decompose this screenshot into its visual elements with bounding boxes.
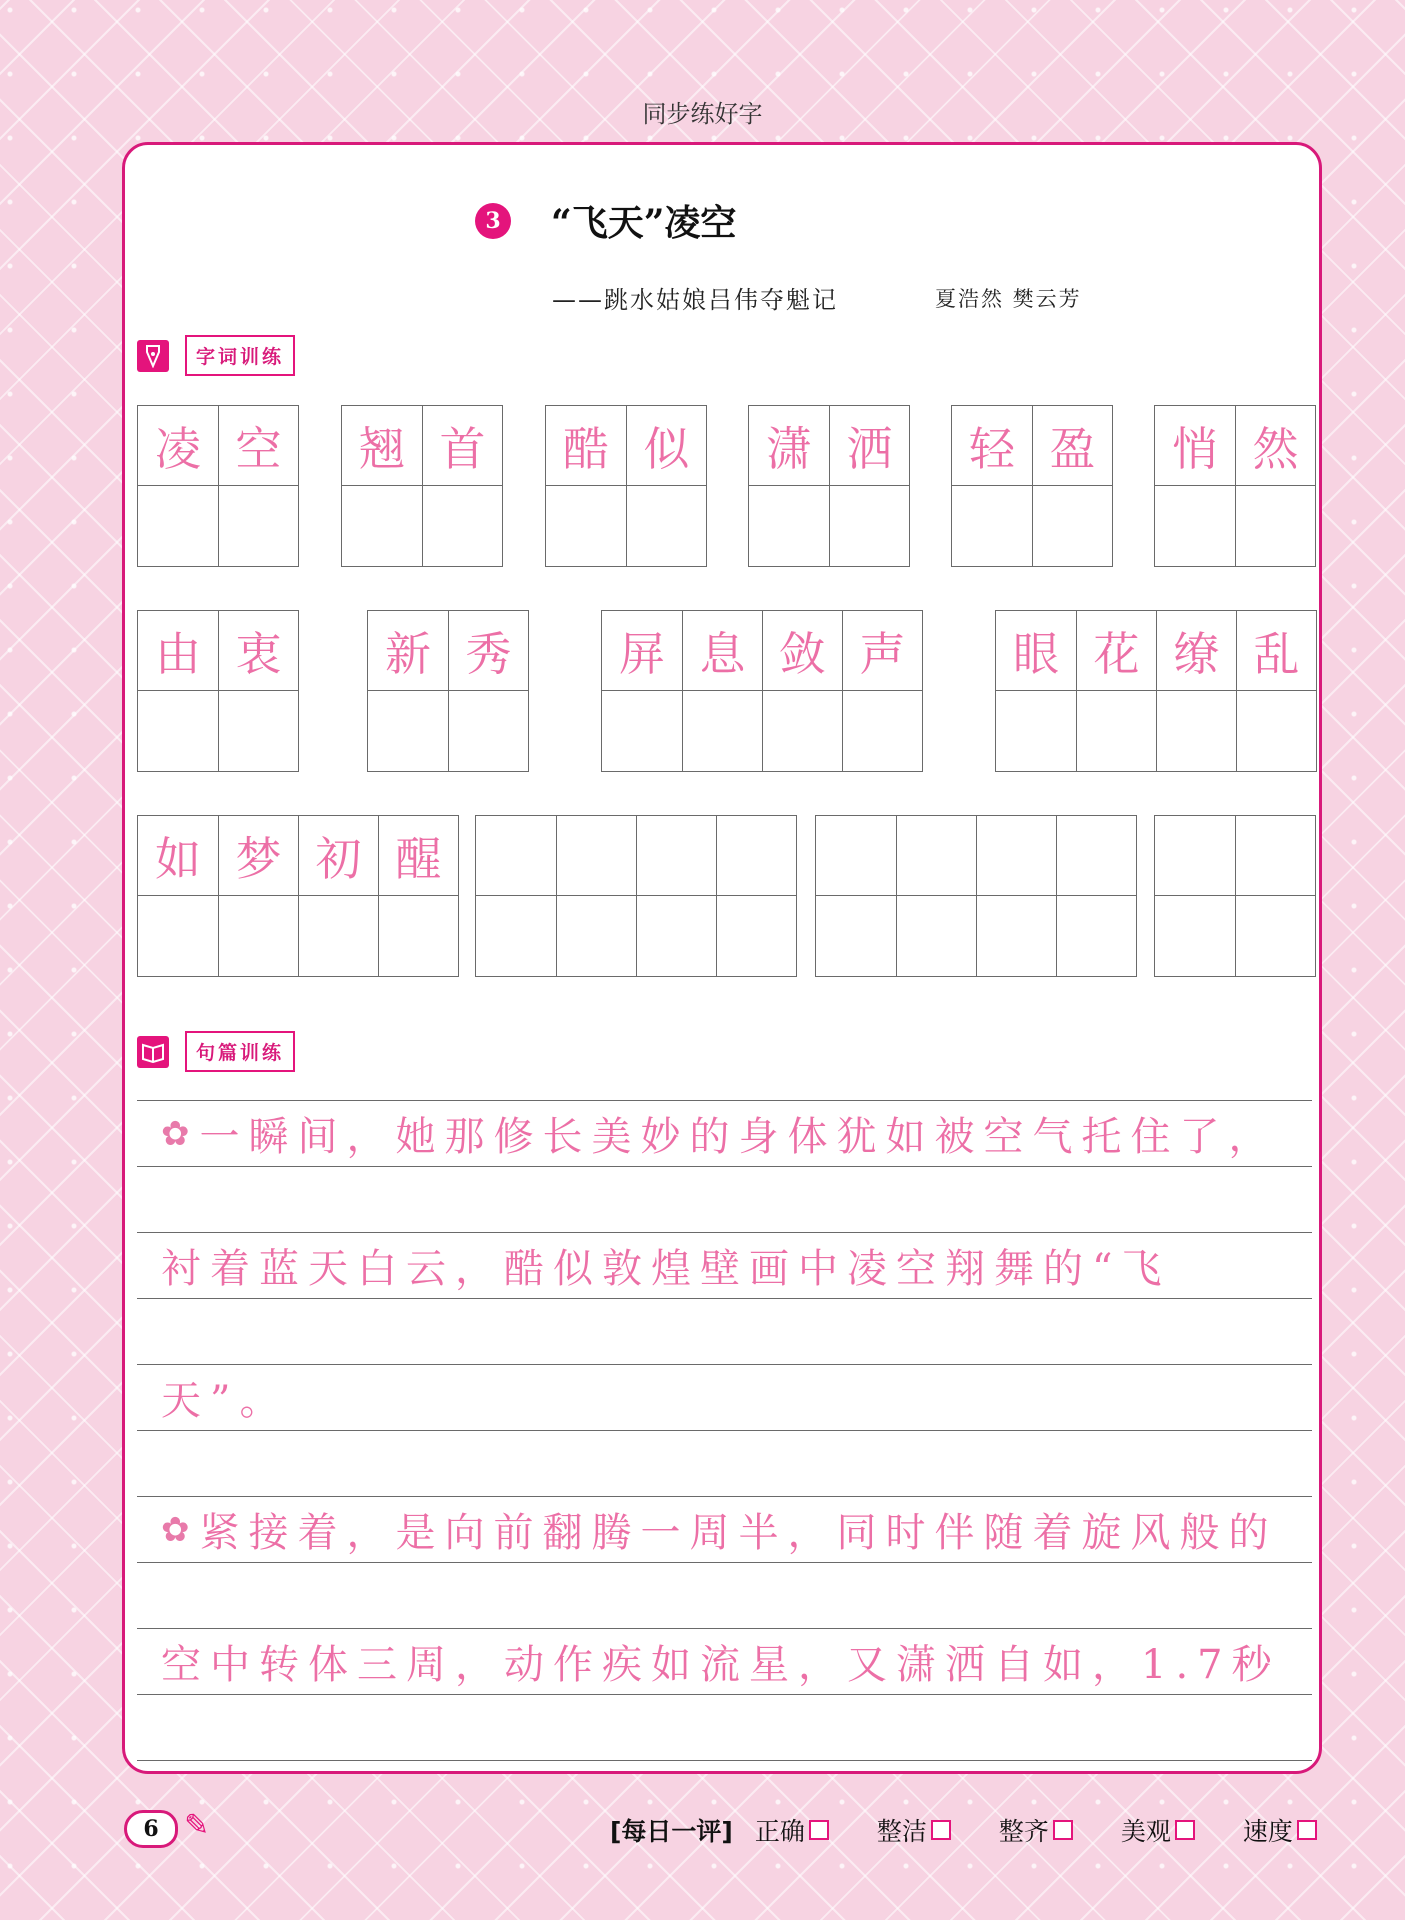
trace-char: 乱: [1253, 626, 1300, 681]
sentence-text: 空中转体三周，动作疾如流星，又潇洒自如，1.7秒: [161, 1642, 1281, 1688]
writing-cell[interactable]: [138, 611, 218, 771]
writing-cell[interactable]: [138, 816, 218, 976]
trace-char: 缭: [1173, 626, 1220, 681]
ruled-line: [137, 1430, 1312, 1431]
checkbox[interactable]: [1053, 1820, 1073, 1840]
pen-nib-icon: [137, 340, 169, 372]
lesson-title-row: [475, 195, 736, 246]
flower-icon: ✿: [161, 1113, 190, 1154]
ruled-line: [137, 1496, 1312, 1497]
sentence-section-header: [137, 1031, 295, 1072]
writing-cell[interactable]: [1155, 406, 1235, 566]
lesson-title: “飞天”凌空: [551, 202, 737, 244]
writing-cell[interactable]: [829, 406, 909, 566]
word-grid: [341, 405, 503, 567]
writing-cell[interactable]: [342, 406, 422, 566]
word-grid: [545, 405, 707, 567]
writing-cell[interactable]: [546, 406, 626, 566]
trace-char: 轻: [969, 421, 1015, 476]
word-grid: [137, 815, 459, 977]
writing-cell[interactable]: [138, 406, 218, 566]
eval-label: 正确: [754, 1817, 805, 1846]
sentence-text: 天”。: [161, 1378, 289, 1424]
sentence-line: [161, 1105, 1278, 1162]
eval-label: 整洁: [876, 1817, 927, 1846]
writing-cell[interactable]: [816, 816, 896, 976]
ruled-line: [137, 1166, 1312, 1167]
writing-cell[interactable]: [996, 611, 1076, 771]
writing-cell[interactable]: [842, 611, 922, 771]
checkbox[interactable]: [1175, 1820, 1195, 1840]
word-grid: [601, 610, 923, 772]
ruled-line: [137, 1760, 1312, 1761]
trace-char: 凌: [155, 421, 201, 476]
trace-char: 梦: [235, 831, 282, 886]
writing-cell[interactable]: [1056, 816, 1136, 976]
sentence-text: 衬着蓝天白云，酷似敦煌壁画中凌空翔舞的“飞: [161, 1246, 1171, 1292]
daily-evaluation: [610, 1812, 1317, 1848]
eval-beauty[interactable]: [1121, 1812, 1195, 1848]
trace-char: 醒: [395, 831, 442, 886]
writing-cell[interactable]: [368, 611, 448, 771]
word-grid: [815, 815, 1137, 977]
word-grid: [137, 405, 299, 567]
book-icon: [137, 1036, 169, 1068]
writing-cell[interactable]: [1236, 611, 1316, 771]
word-grid: [475, 815, 797, 977]
ruled-line: [137, 1298, 1312, 1299]
writing-cell[interactable]: [626, 406, 706, 566]
writing-cell[interactable]: [952, 406, 1032, 566]
trace-char: 敛: [779, 626, 826, 681]
writing-cell[interactable]: [1076, 611, 1156, 771]
writing-cell[interactable]: [298, 816, 378, 976]
lesson-number-badge: 3: [475, 203, 511, 239]
evaluation-title: [每日一评]: [610, 1817, 733, 1846]
flower-icon: ✿: [161, 1509, 190, 1550]
trace-char: 眼: [1013, 626, 1059, 681]
writing-cell[interactable]: [976, 816, 1056, 976]
sentence-text: 紧接着，是向前翻腾一周半，同时伴随着旋风般的: [199, 1510, 1278, 1556]
writing-cell[interactable]: [218, 406, 298, 566]
checkbox[interactable]: [1297, 1820, 1317, 1840]
writing-cell[interactable]: [1156, 611, 1236, 771]
ruled-line: [137, 1628, 1312, 1629]
word-section-header: [137, 335, 295, 376]
eval-label: 美观: [1120, 1817, 1171, 1846]
trace-char: 衷: [235, 626, 282, 681]
word-grid: [951, 405, 1113, 567]
sentence-section-label: 句篇训练: [185, 1031, 295, 1072]
eval-label: 速度: [1242, 1817, 1293, 1846]
writing-cell[interactable]: [378, 816, 458, 976]
sentence-line: [161, 1501, 1278, 1558]
trace-char: 洒: [846, 421, 893, 476]
trace-char: 由: [155, 626, 201, 681]
trace-char: 新: [385, 626, 431, 681]
word-grid: [137, 610, 299, 772]
writing-cell[interactable]: [556, 816, 636, 976]
word-section-label: 字词训练: [185, 335, 295, 376]
checkbox[interactable]: [931, 1820, 951, 1840]
writing-cell[interactable]: [218, 816, 298, 976]
writing-cell[interactable]: [422, 406, 502, 566]
writing-cell[interactable]: [476, 816, 556, 976]
trace-char: 盈: [1049, 421, 1096, 476]
ruled-line: [137, 1694, 1312, 1695]
trace-char: 声: [859, 626, 906, 681]
trace-char: 屏: [619, 626, 665, 681]
eval-correct[interactable]: [755, 1812, 829, 1848]
ruled-line: [137, 1100, 1312, 1101]
pencil-icon: ✎: [184, 1808, 210, 1843]
trace-char: 潇: [766, 421, 812, 476]
writing-cell[interactable]: [716, 816, 796, 976]
eval-speed[interactable]: [1243, 1812, 1317, 1848]
trace-char: 首: [439, 421, 486, 476]
word-grid: [748, 405, 910, 567]
trace-char: 花: [1093, 626, 1140, 681]
writing-cell[interactable]: [1235, 816, 1315, 976]
sentence-line: [161, 1369, 288, 1426]
eval-tidy[interactable]: [999, 1812, 1073, 1848]
trace-char: 如: [155, 831, 201, 886]
word-grid: [367, 610, 529, 772]
trace-char: 酷: [563, 421, 609, 476]
word-grid: [1154, 405, 1316, 567]
trace-char: 初: [315, 831, 362, 886]
trace-char: 翘: [359, 421, 405, 476]
worksheet-card: [122, 142, 1322, 1774]
sentence-text: 一瞬间，她那修长美妙的身体犹如被空气托住了，: [199, 1114, 1278, 1160]
trace-char: 秀: [465, 626, 512, 681]
lesson-authors: 夏浩然 樊云芳: [935, 287, 1082, 311]
sentence-line: [161, 1237, 1170, 1294]
trace-char: 似: [643, 421, 690, 476]
writing-cell[interactable]: [448, 611, 528, 771]
writing-cell[interactable]: [218, 611, 298, 771]
sentence-line: [161, 1633, 1281, 1690]
page-number-badge: [124, 1808, 182, 1850]
writing-cell[interactable]: [602, 611, 682, 771]
trace-char: 息: [699, 626, 746, 681]
writing-cell[interactable]: [1235, 406, 1315, 566]
writing-cell[interactable]: [896, 816, 976, 976]
writing-cell[interactable]: [762, 611, 842, 771]
writing-cell[interactable]: [1155, 816, 1235, 976]
writing-cell[interactable]: [636, 816, 716, 976]
eval-label: 整齐: [998, 1817, 1049, 1846]
page-header: 同步练好字: [642, 100, 763, 128]
ruled-line: [137, 1232, 1312, 1233]
page-number: 6: [124, 1810, 178, 1848]
word-grid: [1154, 815, 1316, 977]
lesson-subtitle: ——跳水姑娘吕伟夺魁记: [552, 286, 838, 314]
ruled-line: [137, 1364, 1312, 1365]
word-grid: [995, 610, 1317, 772]
checkbox[interactable]: [809, 1820, 829, 1840]
eval-neat[interactable]: [877, 1812, 951, 1848]
writing-cell[interactable]: [749, 406, 829, 566]
writing-cell[interactable]: [1032, 406, 1112, 566]
trace-char: 然: [1252, 421, 1299, 476]
writing-cell[interactable]: [682, 611, 762, 771]
trace-char: 悄: [1172, 421, 1218, 476]
ruled-line: [137, 1562, 1312, 1563]
trace-char: 空: [235, 421, 282, 476]
